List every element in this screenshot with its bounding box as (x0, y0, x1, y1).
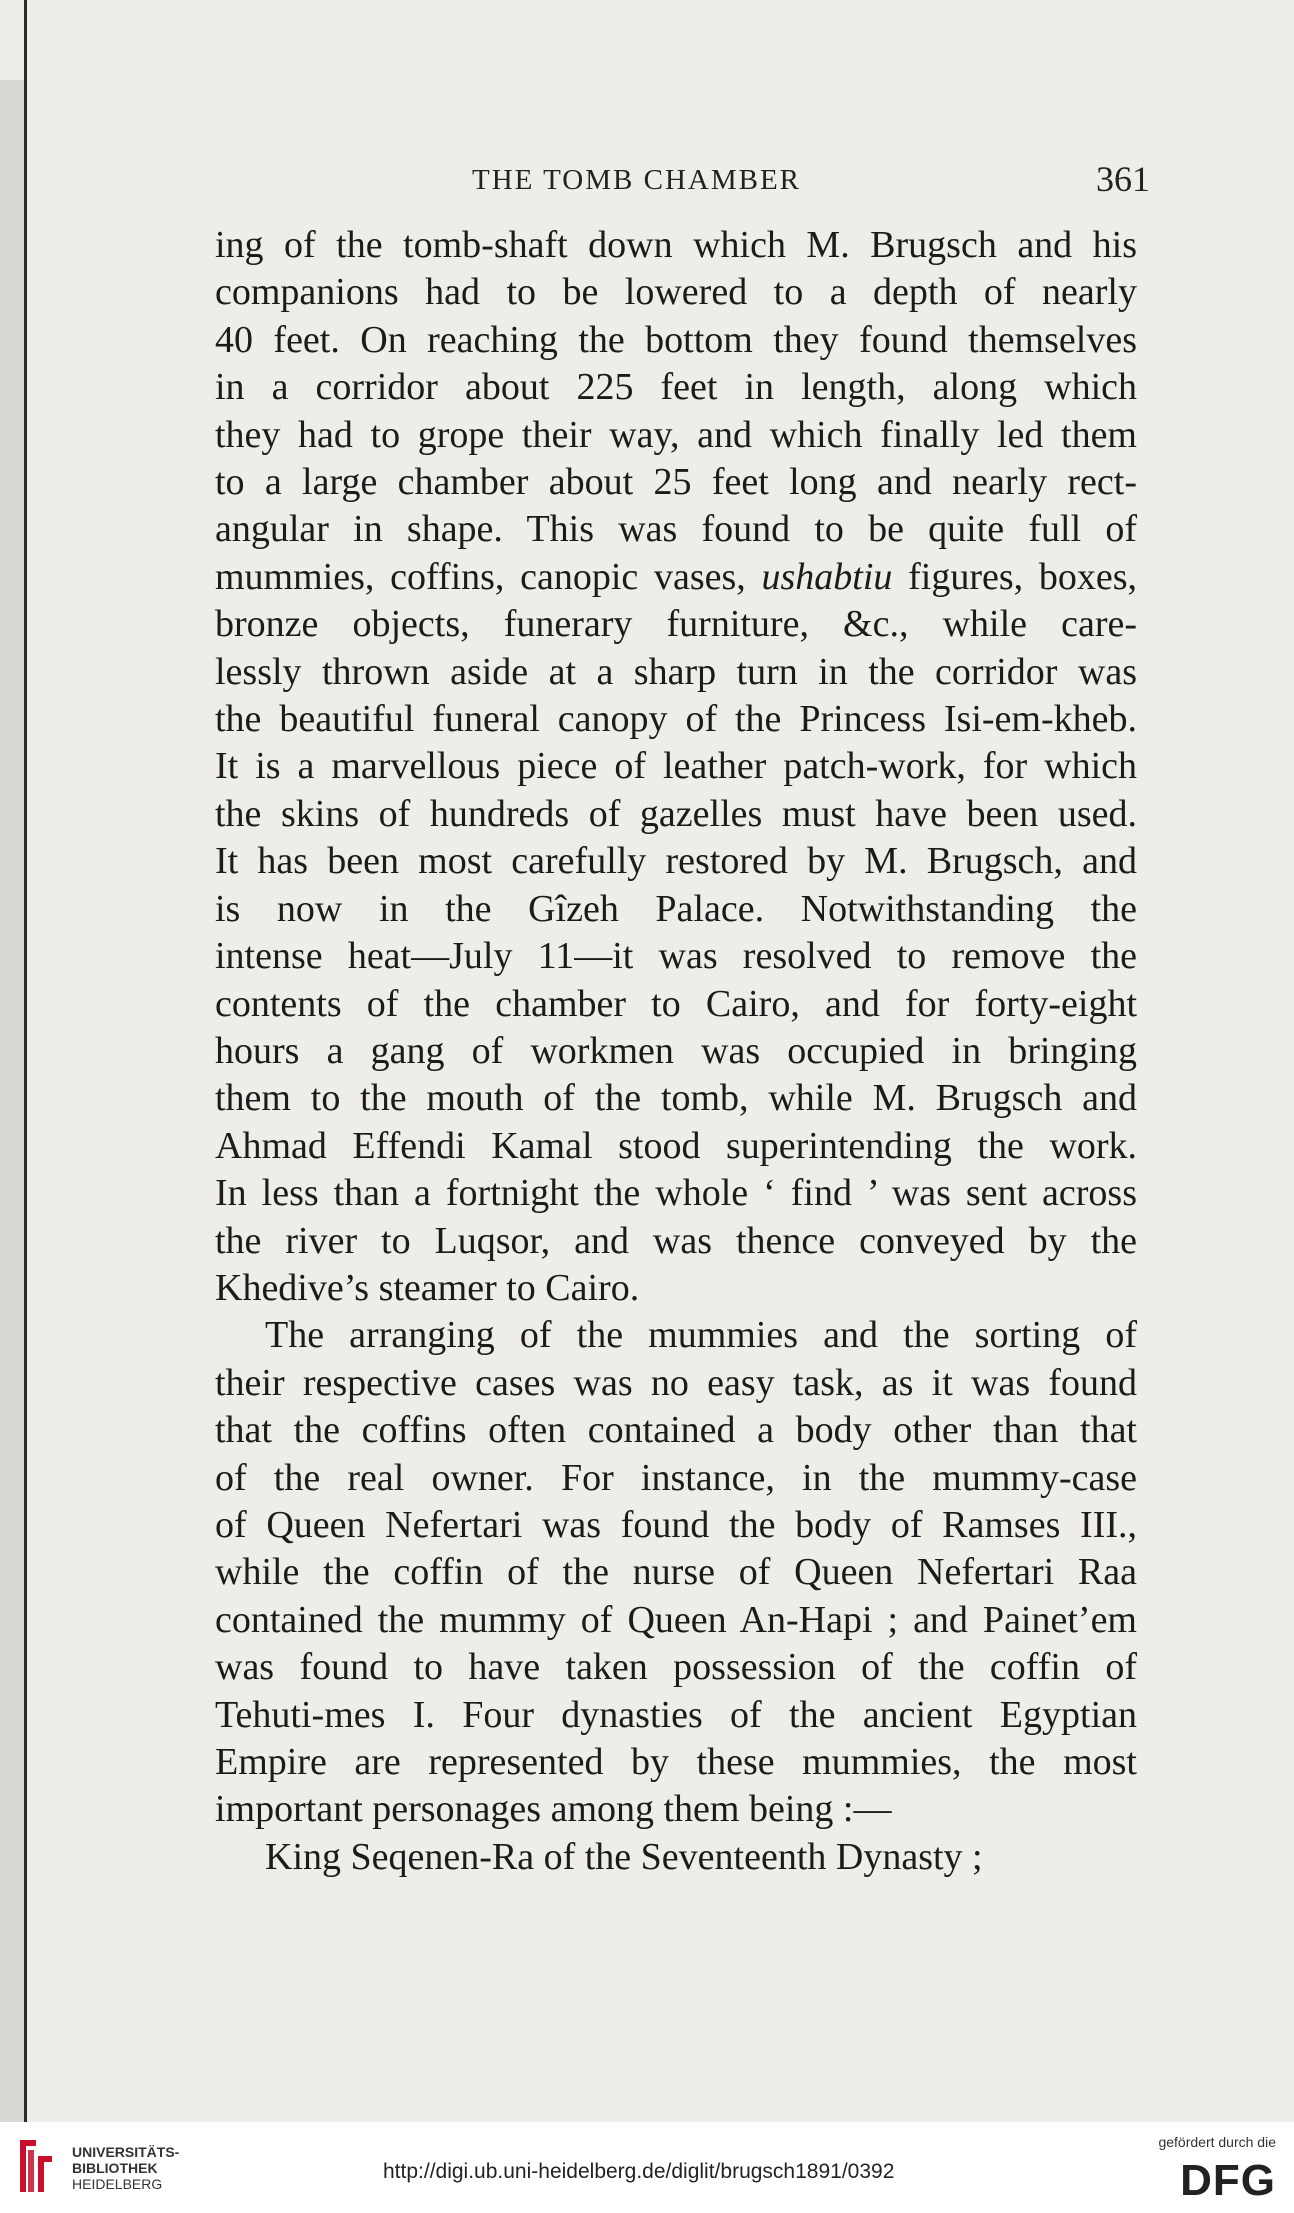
text-line: to a large chamber about 25 feet long and nearly rect- (215, 461, 1137, 504)
text-line-list-item: King Seqenen-Ra of the Seventeenth Dynasty ; (265, 1835, 983, 1878)
institution-name (72, 2144, 179, 2192)
text-line: hours a gang of workmen was occupied in bringing (215, 1029, 1137, 1072)
page-header (210, 158, 1150, 208)
text-line: In less than a fortnight the whole ‘ find ’ was sent across (215, 1172, 1137, 1215)
text-line-paragraph-start: The arranging of the mummies and the sorting of (265, 1314, 1137, 1357)
text-line: important personages among them being :— (215, 1788, 892, 1831)
text-line: bronze objects, funerary furniture, &c., while care- (215, 603, 1137, 646)
text-line: the beautiful funeral canopy of the Princess Isi-em-kheb. (215, 698, 1137, 741)
body-text (215, 222, 1137, 1881)
text-line: of the real owner. For instance, in the mummy-case (215, 1456, 1137, 1499)
text-line: Tehuti-mes I. Four dynasties of the ancient Egyptian (215, 1693, 1137, 1736)
text-line: angular in shape. This was found to be quite full of (215, 508, 1137, 551)
text-line: their respective cases was no easy task, as it was found (215, 1361, 1137, 1404)
text-line: It has been most carefully restored by M. Brugsch, and (215, 840, 1137, 883)
text-line: was found to have taken possession of the coffin of (215, 1646, 1137, 1689)
text-line: contained the mummy of Queen An-Hapi ; and Painet’em (215, 1598, 1137, 1641)
text-line: lessly thrown aside at a sharp turn in the corridor was (215, 650, 1137, 693)
running-title: THE TOMB CHAMBER (472, 164, 802, 196)
funded-by-label: gefördert durch die (1158, 2134, 1276, 2150)
page-gutter (0, 80, 24, 2122)
institution-line: BIBLIOTHEK (72, 2160, 158, 2176)
text-line: 40 feet. On reaching the bottom they found themselves (215, 318, 1137, 361)
text-line: is now in the Gîzeh Palace. Notwithstanding the (215, 887, 1137, 930)
text-line: mummies, coffins, canopic vases, ushabtiu figures, boxes, (215, 555, 1137, 598)
text-line: ing of the tomb-shaft down which M. Brugsch and his (215, 224, 1137, 266)
text-line: companions had to be lowered to a depth of nearly (215, 271, 1137, 314)
page-edge-line (24, 0, 27, 2122)
text-line: that the coffins often contained a body other than that (215, 1409, 1137, 1452)
dfg-logo: DFG (1180, 2156, 1276, 2205)
text-line: intense heat—July 11—it was resolved to remove the (215, 935, 1137, 978)
text-line: the skins of hundreds of gazelles must have been used. (215, 792, 1137, 835)
text-line: the river to Luqsor, and was thence conveyed by the (215, 1219, 1137, 1262)
text-line: contents of the chamber to Cairo, and for forty-eight (215, 982, 1137, 1025)
text-line: It is a marvellous piece of leather patch-work, for which (215, 745, 1137, 788)
text-line: Ahmad Effendi Kamal stood superintending the work. (215, 1124, 1137, 1167)
text-line: them to the mouth of the tomb, while M. Brugsch and (215, 1077, 1137, 1120)
page-number: 361 (1096, 159, 1150, 199)
text-line: in a corridor about 225 feet in length, along which (215, 366, 1137, 409)
text-line: Khedive’s steamer to Cairo. (215, 1266, 640, 1309)
text-line: while the coffin of the nurse of Queen Nefertari Raa (215, 1551, 1137, 1594)
institution-line: UNIVERSITÄTS- (72, 2144, 180, 2160)
source-url-link[interactable]: http://digi.ub.uni-heidelberg.de/diglit/brugsch1891/0392 (383, 2160, 895, 2183)
university-library-logo-icon (14, 2136, 58, 2196)
text-line: Empire are represented by these mummies, the most (215, 1741, 1137, 1783)
institution-line: HEIDELBERG (72, 2176, 163, 2192)
text-line: they had to grope their way, and which finally led them (215, 413, 1137, 456)
italic-term: ushabtiu (761, 555, 893, 598)
digitization-footer (0, 2122, 1294, 2213)
text-line: of Queen Nefertari was found the body of Ramses III., (215, 1503, 1137, 1546)
